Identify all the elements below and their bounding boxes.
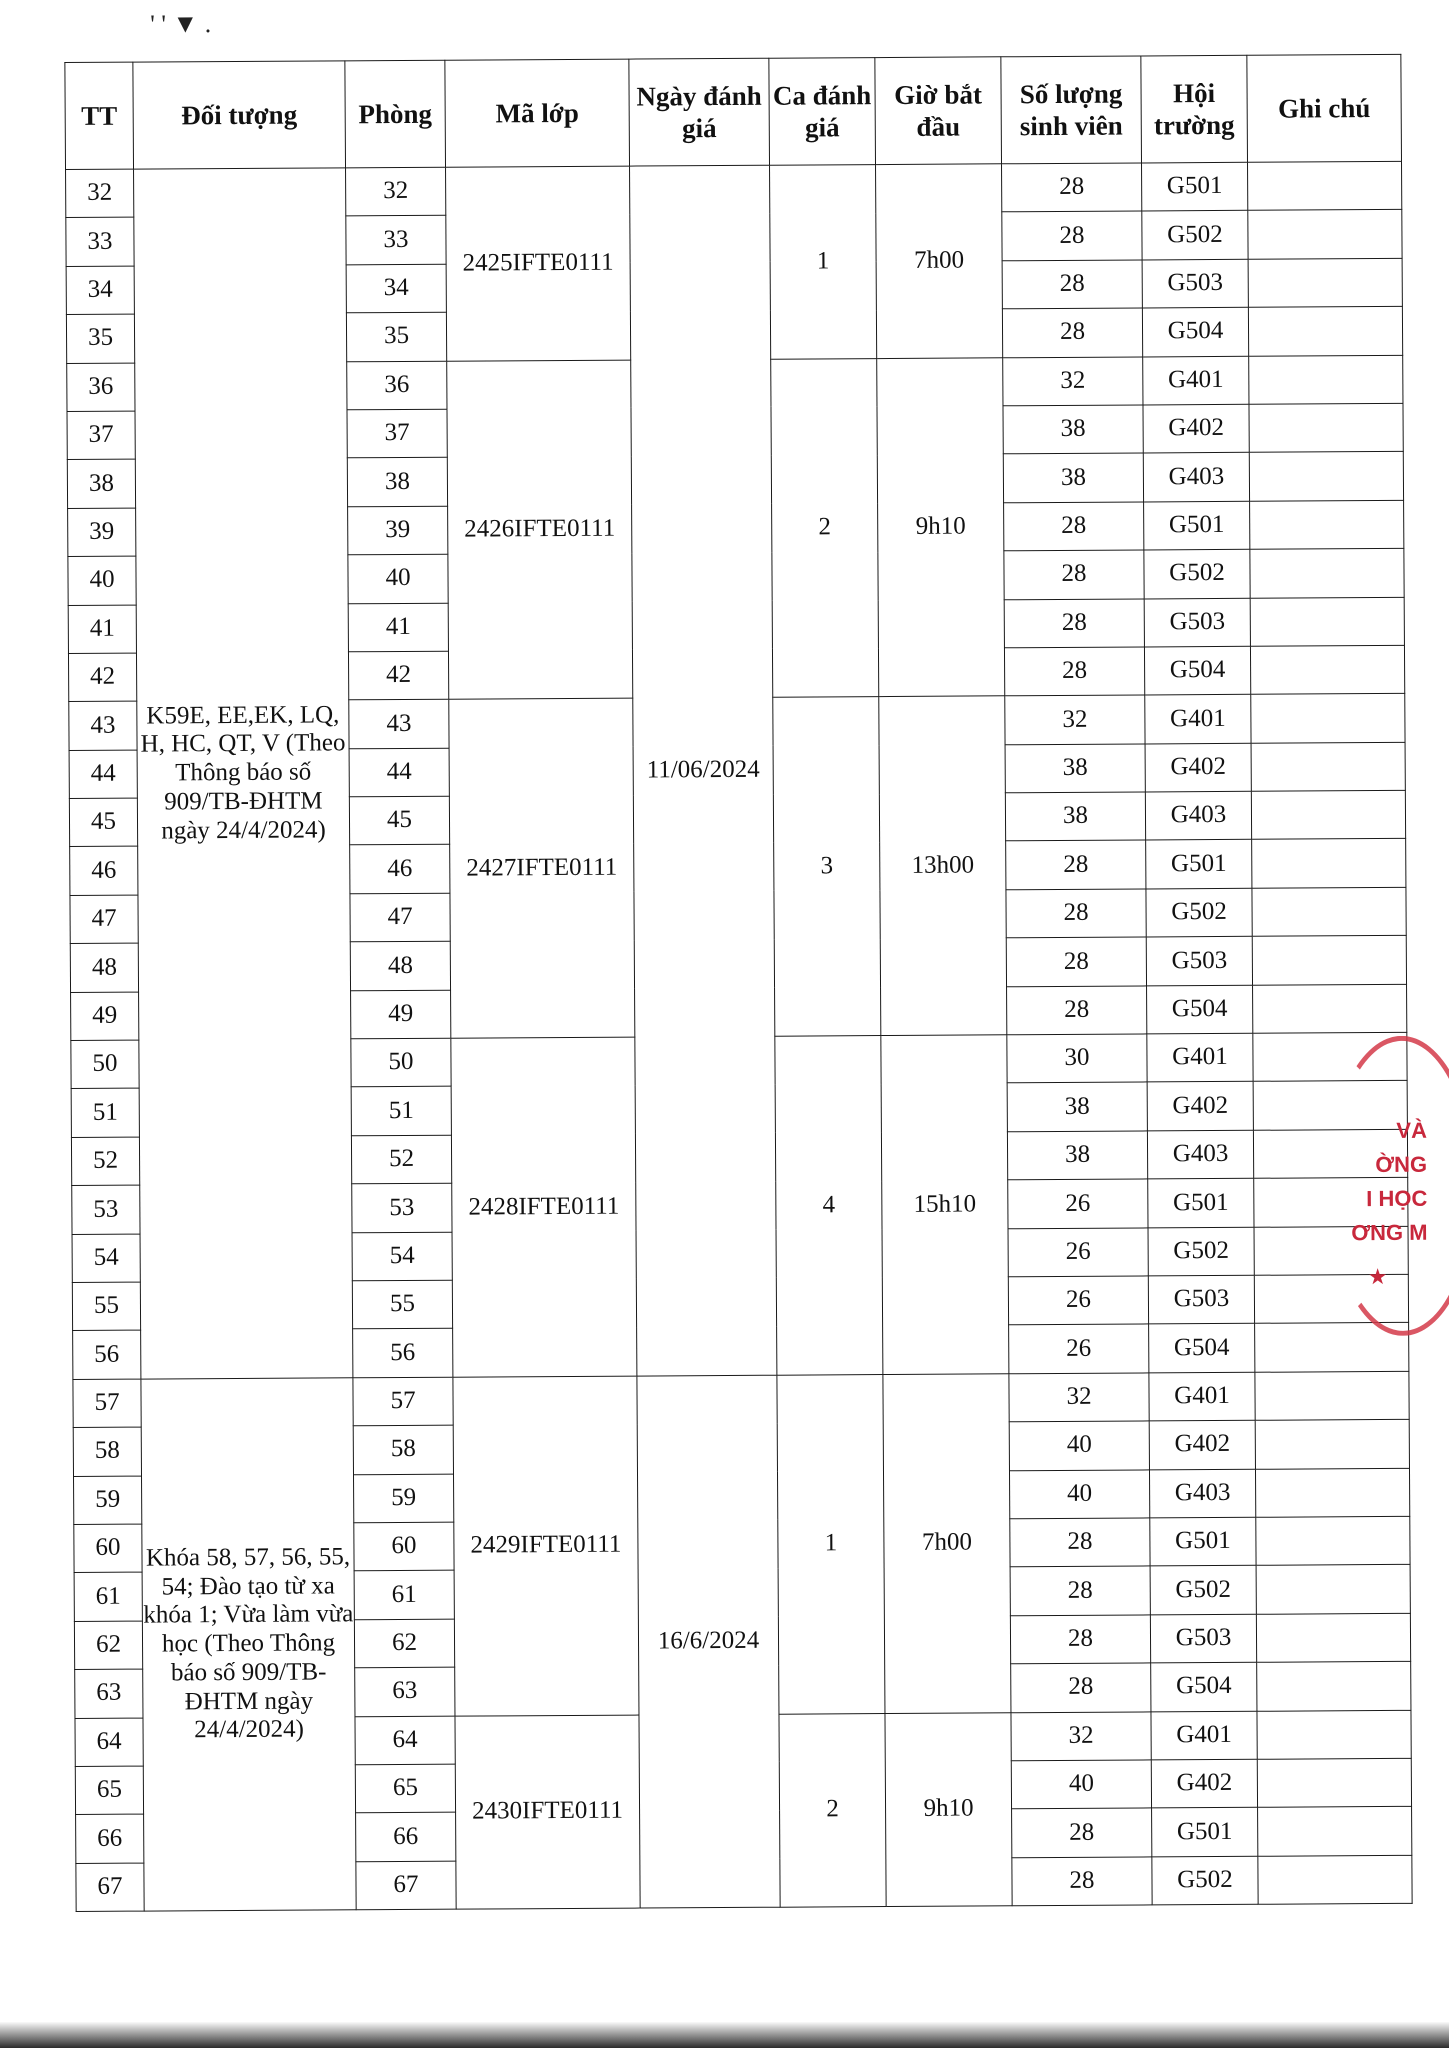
cell-hoi-truong: G502 — [1146, 888, 1252, 937]
cell-phong: 33 — [346, 216, 446, 265]
cell-ca: 1 — [770, 165, 877, 359]
cell-so-luong: 28 — [1002, 308, 1142, 357]
cell-tt: 60 — [74, 1524, 142, 1573]
cell-phong: 59 — [353, 1474, 453, 1523]
seal-text: VÀ ỜNG I HỌC ƠNG M — [1351, 1117, 1428, 1246]
cell-hoi-truong: G401 — [1149, 1372, 1255, 1421]
cell-ghi-chu — [1248, 258, 1402, 307]
cell-phong: 39 — [348, 506, 448, 555]
cell-ghi-chu — [1249, 403, 1403, 452]
cell-ghi-chu — [1257, 1710, 1411, 1759]
cell-ma-lop: 2426IFTE0111 — [447, 360, 633, 700]
cell-hoi-truong: G501 — [1146, 840, 1252, 889]
cell-hoi-truong: G503 — [1144, 598, 1250, 647]
cell-ghi-chu — [1251, 790, 1405, 839]
cell-so-luong: 28 — [1010, 1566, 1150, 1615]
cell-hoi-truong: G403 — [1145, 791, 1251, 840]
cell-hoi-truong: G504 — [1151, 1662, 1257, 1711]
col-header-tt: TT — [65, 62, 134, 169]
cell-tt: 47 — [70, 895, 138, 944]
cell-hoi-truong: G501 — [1144, 501, 1250, 550]
cell-ma-lop: 2428IFTE0111 — [451, 1037, 637, 1377]
col-header-ca: Ca đánh giá — [769, 58, 876, 166]
cell-hoi-truong: G504 — [1147, 985, 1253, 1034]
cell-tt: 38 — [67, 459, 135, 508]
cell-tt: 37 — [67, 411, 135, 460]
col-header-ngay: Ngày đánh giá — [629, 58, 770, 166]
cell-ma-lop: 2427IFTE0111 — [449, 698, 635, 1038]
cell-ghi-chu — [1256, 1565, 1410, 1614]
col-header-so-luong: Số lượng sinh viên — [1001, 56, 1142, 164]
cell-phong: 65 — [355, 1764, 455, 1813]
cell-hoi-truong: G504 — [1142, 307, 1248, 356]
cell-phong: 38 — [347, 458, 447, 507]
cell-ghi-chu — [1256, 1613, 1410, 1662]
seal-star-icon: ★ — [1367, 1263, 1388, 1290]
cell-phong: 35 — [346, 312, 446, 361]
cell-so-luong: 38 — [1007, 1131, 1147, 1180]
cell-ghi-chu — [1255, 1371, 1409, 1420]
cell-so-luong: 28 — [1006, 937, 1146, 986]
cell-tt: 44 — [69, 750, 137, 799]
cell-doi-tuong: Khóa 58, 57, 56, 55, 54; Đào tạo từ xa khóa 1; Vừa làm vừa học (Theo Thông báo số 909/TB-ĐHTM ngày 24/4/2024) — [141, 1378, 356, 1912]
cell-hoi-truong: G402 — [1147, 1082, 1253, 1131]
cell-so-luong: 30 — [1007, 1034, 1147, 1083]
cell-so-luong: 28 — [1007, 986, 1147, 1035]
schedule-body — [66, 161, 1413, 1911]
cell-phong: 43 — [349, 699, 449, 748]
cell-so-luong: 28 — [1010, 1615, 1150, 1664]
schedule-table — [64, 54, 1412, 1912]
cell-ca: 2 — [771, 358, 879, 697]
cell-hoi-truong: G403 — [1147, 1130, 1253, 1179]
cell-gio: 15h10 — [881, 1035, 1009, 1374]
cell-ghi-chu — [1250, 645, 1404, 694]
cell-hoi-truong: G402 — [1151, 1759, 1257, 1808]
cell-phong: 62 — [354, 1619, 454, 1668]
cell-phong: 47 — [350, 893, 450, 942]
cell-tt: 57 — [73, 1379, 141, 1428]
cell-so-luong: 28 — [1006, 889, 1146, 938]
cell-ghi-chu — [1249, 452, 1403, 501]
cell-tt: 40 — [68, 556, 136, 605]
cell-tt: 50 — [71, 1040, 139, 1089]
cell-so-luong: 38 — [1005, 744, 1145, 793]
cell-ngay: 11/06/2024 — [630, 165, 777, 1376]
cell-so-luong: 38 — [1003, 405, 1143, 454]
cell-phong: 61 — [354, 1571, 454, 1620]
cell-phong: 63 — [355, 1667, 455, 1716]
cell-ngay: 16/6/2024 — [637, 1375, 780, 1908]
cell-phong: 50 — [351, 1038, 451, 1087]
cell-hoi-truong: G502 — [1152, 1856, 1258, 1905]
cell-so-luong: 28 — [1002, 163, 1142, 212]
cell-hoi-truong: G401 — [1151, 1711, 1257, 1760]
cell-tt: 36 — [67, 363, 135, 412]
cell-phong: 64 — [355, 1716, 455, 1765]
cell-phong: 37 — [347, 409, 447, 458]
cell-so-luong: 28 — [1004, 502, 1144, 551]
cell-tt: 59 — [74, 1476, 142, 1525]
cell-so-luong: 28 — [1004, 647, 1144, 696]
cell-tt: 42 — [68, 653, 136, 702]
cell-phong: 53 — [352, 1183, 452, 1232]
cell-ghi-chu — [1258, 1855, 1412, 1904]
cell-so-luong: 28 — [1012, 1808, 1152, 1857]
cell-gio: 13h00 — [879, 696, 1007, 1035]
col-header-ghi-chu: Ghi chú — [1247, 54, 1402, 162]
cell-ghi-chu — [1255, 1420, 1409, 1469]
cell-ghi-chu — [1256, 1516, 1410, 1565]
cell-tt: 56 — [73, 1330, 141, 1379]
cell-tt: 48 — [70, 943, 138, 992]
cell-hoi-truong: G503 — [1148, 1275, 1254, 1324]
cell-tt: 33 — [66, 218, 134, 267]
cell-ghi-chu — [1250, 597, 1404, 646]
cell-hoi-truong: G403 — [1143, 453, 1249, 502]
cell-phong: 49 — [351, 990, 451, 1039]
cell-hoi-truong: G503 — [1146, 937, 1252, 986]
header-row — [65, 54, 1402, 169]
col-header-hoi-truong: Hội trường — [1141, 55, 1248, 163]
cell-phong: 44 — [349, 748, 449, 797]
cell-so-luong: 40 — [1011, 1760, 1151, 1809]
cell-ghi-chu — [1252, 936, 1406, 985]
cell-gio: 9h10 — [877, 357, 1005, 696]
cell-hoi-truong: G401 — [1147, 1033, 1253, 1082]
cell-tt: 45 — [69, 798, 137, 847]
col-header-ma-lop: Mã lớp — [445, 59, 630, 167]
cell-phong: 57 — [353, 1377, 453, 1426]
cell-ghi-chu — [1252, 887, 1406, 936]
cell-phong: 56 — [353, 1329, 453, 1378]
cell-ghi-chu — [1248, 307, 1402, 356]
col-header-doi-tuong: Đối tượng — [133, 61, 346, 169]
cell-ca: 3 — [773, 697, 881, 1036]
cell-tt: 65 — [75, 1766, 143, 1815]
scan-bottom-edge — [0, 2022, 1449, 2048]
cell-phong: 67 — [356, 1861, 456, 1910]
cell-so-luong: 28 — [1006, 840, 1146, 889]
cell-so-luong: 38 — [1007, 1082, 1147, 1131]
cell-tt: 62 — [74, 1621, 142, 1670]
cell-ghi-chu — [1249, 355, 1403, 404]
cell-tt: 32 — [66, 169, 134, 218]
cell-ghi-chu — [1250, 548, 1404, 597]
cell-phong: 32 — [346, 167, 446, 216]
cell-gio: 7h00 — [876, 164, 1003, 358]
cell-hoi-truong: G402 — [1143, 404, 1249, 453]
cell-tt: 34 — [66, 266, 134, 315]
cell-so-luong: 28 — [1002, 260, 1142, 309]
cell-ghi-chu — [1251, 742, 1405, 791]
cell-tt: 63 — [75, 1669, 143, 1718]
cell-doi-tuong: K59E, EE,EK, LQ, H, HC, QT, V (Theo Thông báo số 909/TB-ĐHTM ngày 24/4/2024) — [134, 168, 353, 1379]
cell-phong: 45 — [349, 796, 449, 845]
cell-ca: 1 — [777, 1374, 885, 1713]
cell-tt: 39 — [68, 508, 136, 557]
cell-so-luong: 26 — [1008, 1276, 1148, 1325]
cell-phong: 42 — [348, 651, 448, 700]
cell-ghi-chu — [1248, 210, 1402, 259]
cell-hoi-truong: G502 — [1148, 1227, 1254, 1276]
cell-gio: 7h00 — [883, 1374, 1011, 1713]
cell-tt: 43 — [69, 701, 137, 750]
cell-phong: 60 — [354, 1522, 454, 1571]
cell-hoi-truong: G502 — [1144, 549, 1250, 598]
cell-tt: 46 — [70, 847, 138, 896]
cell-hoi-truong: G501 — [1148, 1178, 1254, 1227]
cell-so-luong: 28 — [1004, 550, 1144, 599]
cell-hoi-truong: G402 — [1145, 743, 1251, 792]
cell-phong: 58 — [353, 1425, 453, 1474]
cell-tt: 52 — [71, 1137, 139, 1186]
cell-phong: 55 — [352, 1280, 452, 1329]
cell-tt: 66 — [76, 1814, 144, 1863]
cell-so-luong: 38 — [1005, 792, 1145, 841]
cell-phong: 52 — [351, 1135, 451, 1184]
cell-tt: 61 — [74, 1572, 142, 1621]
cell-so-luong: 26 — [1008, 1228, 1148, 1277]
cell-hoi-truong: G503 — [1142, 259, 1248, 308]
cell-hoi-truong: G504 — [1144, 646, 1250, 695]
cell-ghi-chu — [1248, 161, 1402, 210]
cell-hoi-truong: G501 — [1150, 1517, 1256, 1566]
cell-so-luong: 28 — [1010, 1518, 1150, 1567]
cell-tt: 53 — [72, 1185, 140, 1234]
cell-ma-lop: 2425IFTE0111 — [446, 166, 631, 361]
cell-so-luong: 28 — [1004, 598, 1144, 647]
cell-so-luong: 40 — [1009, 1469, 1149, 1518]
cell-phong: 66 — [356, 1812, 456, 1861]
cell-hoi-truong: G504 — [1149, 1324, 1255, 1373]
cell-hoi-truong: G403 — [1149, 1469, 1255, 1518]
cell-phong: 34 — [346, 264, 446, 313]
cell-tt: 67 — [76, 1863, 144, 1912]
cell-ma-lop: 2430IFTE0111 — [455, 1715, 640, 1910]
cell-ghi-chu — [1251, 694, 1405, 743]
cell-tt: 55 — [72, 1282, 140, 1331]
cell-hoi-truong: G502 — [1150, 1566, 1256, 1615]
cell-tt: 49 — [71, 992, 139, 1041]
table-row — [66, 161, 1402, 218]
cell-tt: 54 — [72, 1234, 140, 1283]
cell-hoi-truong: G503 — [1150, 1614, 1256, 1663]
cell-ghi-chu — [1258, 1807, 1412, 1856]
cell-so-luong: 40 — [1009, 1421, 1149, 1470]
cell-phong: 40 — [348, 554, 448, 603]
cell-ca: 2 — [779, 1713, 886, 1907]
cell-so-luong: 28 — [1011, 1663, 1151, 1712]
cell-so-luong: 32 — [1009, 1373, 1149, 1422]
cell-ghi-chu — [1257, 1758, 1411, 1807]
cell-phong: 36 — [347, 361, 447, 410]
cell-phong: 46 — [350, 845, 450, 894]
cell-so-luong: 32 — [1003, 357, 1143, 406]
cell-so-luong: 28 — [1002, 211, 1142, 260]
cell-tt: 41 — [68, 605, 136, 654]
cell-phong: 51 — [351, 1087, 451, 1136]
cell-tt: 35 — [66, 314, 134, 363]
cell-so-luong: 26 — [1009, 1324, 1149, 1373]
cell-ca: 4 — [775, 1036, 883, 1375]
cell-so-luong: 32 — [1011, 1711, 1151, 1760]
cell-ghi-chu — [1257, 1661, 1411, 1710]
cell-hoi-truong: G401 — [1145, 695, 1251, 744]
cell-phong: 48 — [350, 941, 450, 990]
cell-phong: 41 — [348, 603, 448, 652]
cell-hoi-truong: G502 — [1142, 211, 1248, 260]
cell-ghi-chu — [1250, 500, 1404, 549]
cell-so-luong: 26 — [1008, 1179, 1148, 1228]
cell-hoi-truong: G501 — [1152, 1808, 1258, 1857]
cell-tt: 64 — [75, 1718, 143, 1767]
cell-phong: 54 — [352, 1232, 452, 1281]
cell-hoi-truong: G501 — [1142, 162, 1248, 211]
cell-ma-lop: 2429IFTE0111 — [453, 1376, 639, 1716]
cell-ghi-chu — [1253, 984, 1407, 1033]
col-header-phong: Phòng — [345, 60, 446, 168]
cell-so-luong: 28 — [1012, 1857, 1152, 1906]
cell-ghi-chu — [1255, 1468, 1409, 1517]
cell-hoi-truong: G402 — [1149, 1420, 1255, 1469]
scan-marks: ' ' ▼ . — [150, 9, 212, 39]
table-row — [73, 1371, 1409, 1428]
col-header-gio: Giờ bắt đầu — [875, 57, 1002, 165]
cell-tt: 58 — [73, 1427, 141, 1476]
cell-so-luong: 38 — [1003, 453, 1143, 502]
cell-hoi-truong: G401 — [1143, 356, 1249, 405]
cell-gio: 9h10 — [885, 1712, 1012, 1906]
cell-so-luong: 32 — [1005, 695, 1145, 744]
cell-tt: 51 — [71, 1089, 139, 1138]
cell-ghi-chu — [1252, 839, 1406, 888]
